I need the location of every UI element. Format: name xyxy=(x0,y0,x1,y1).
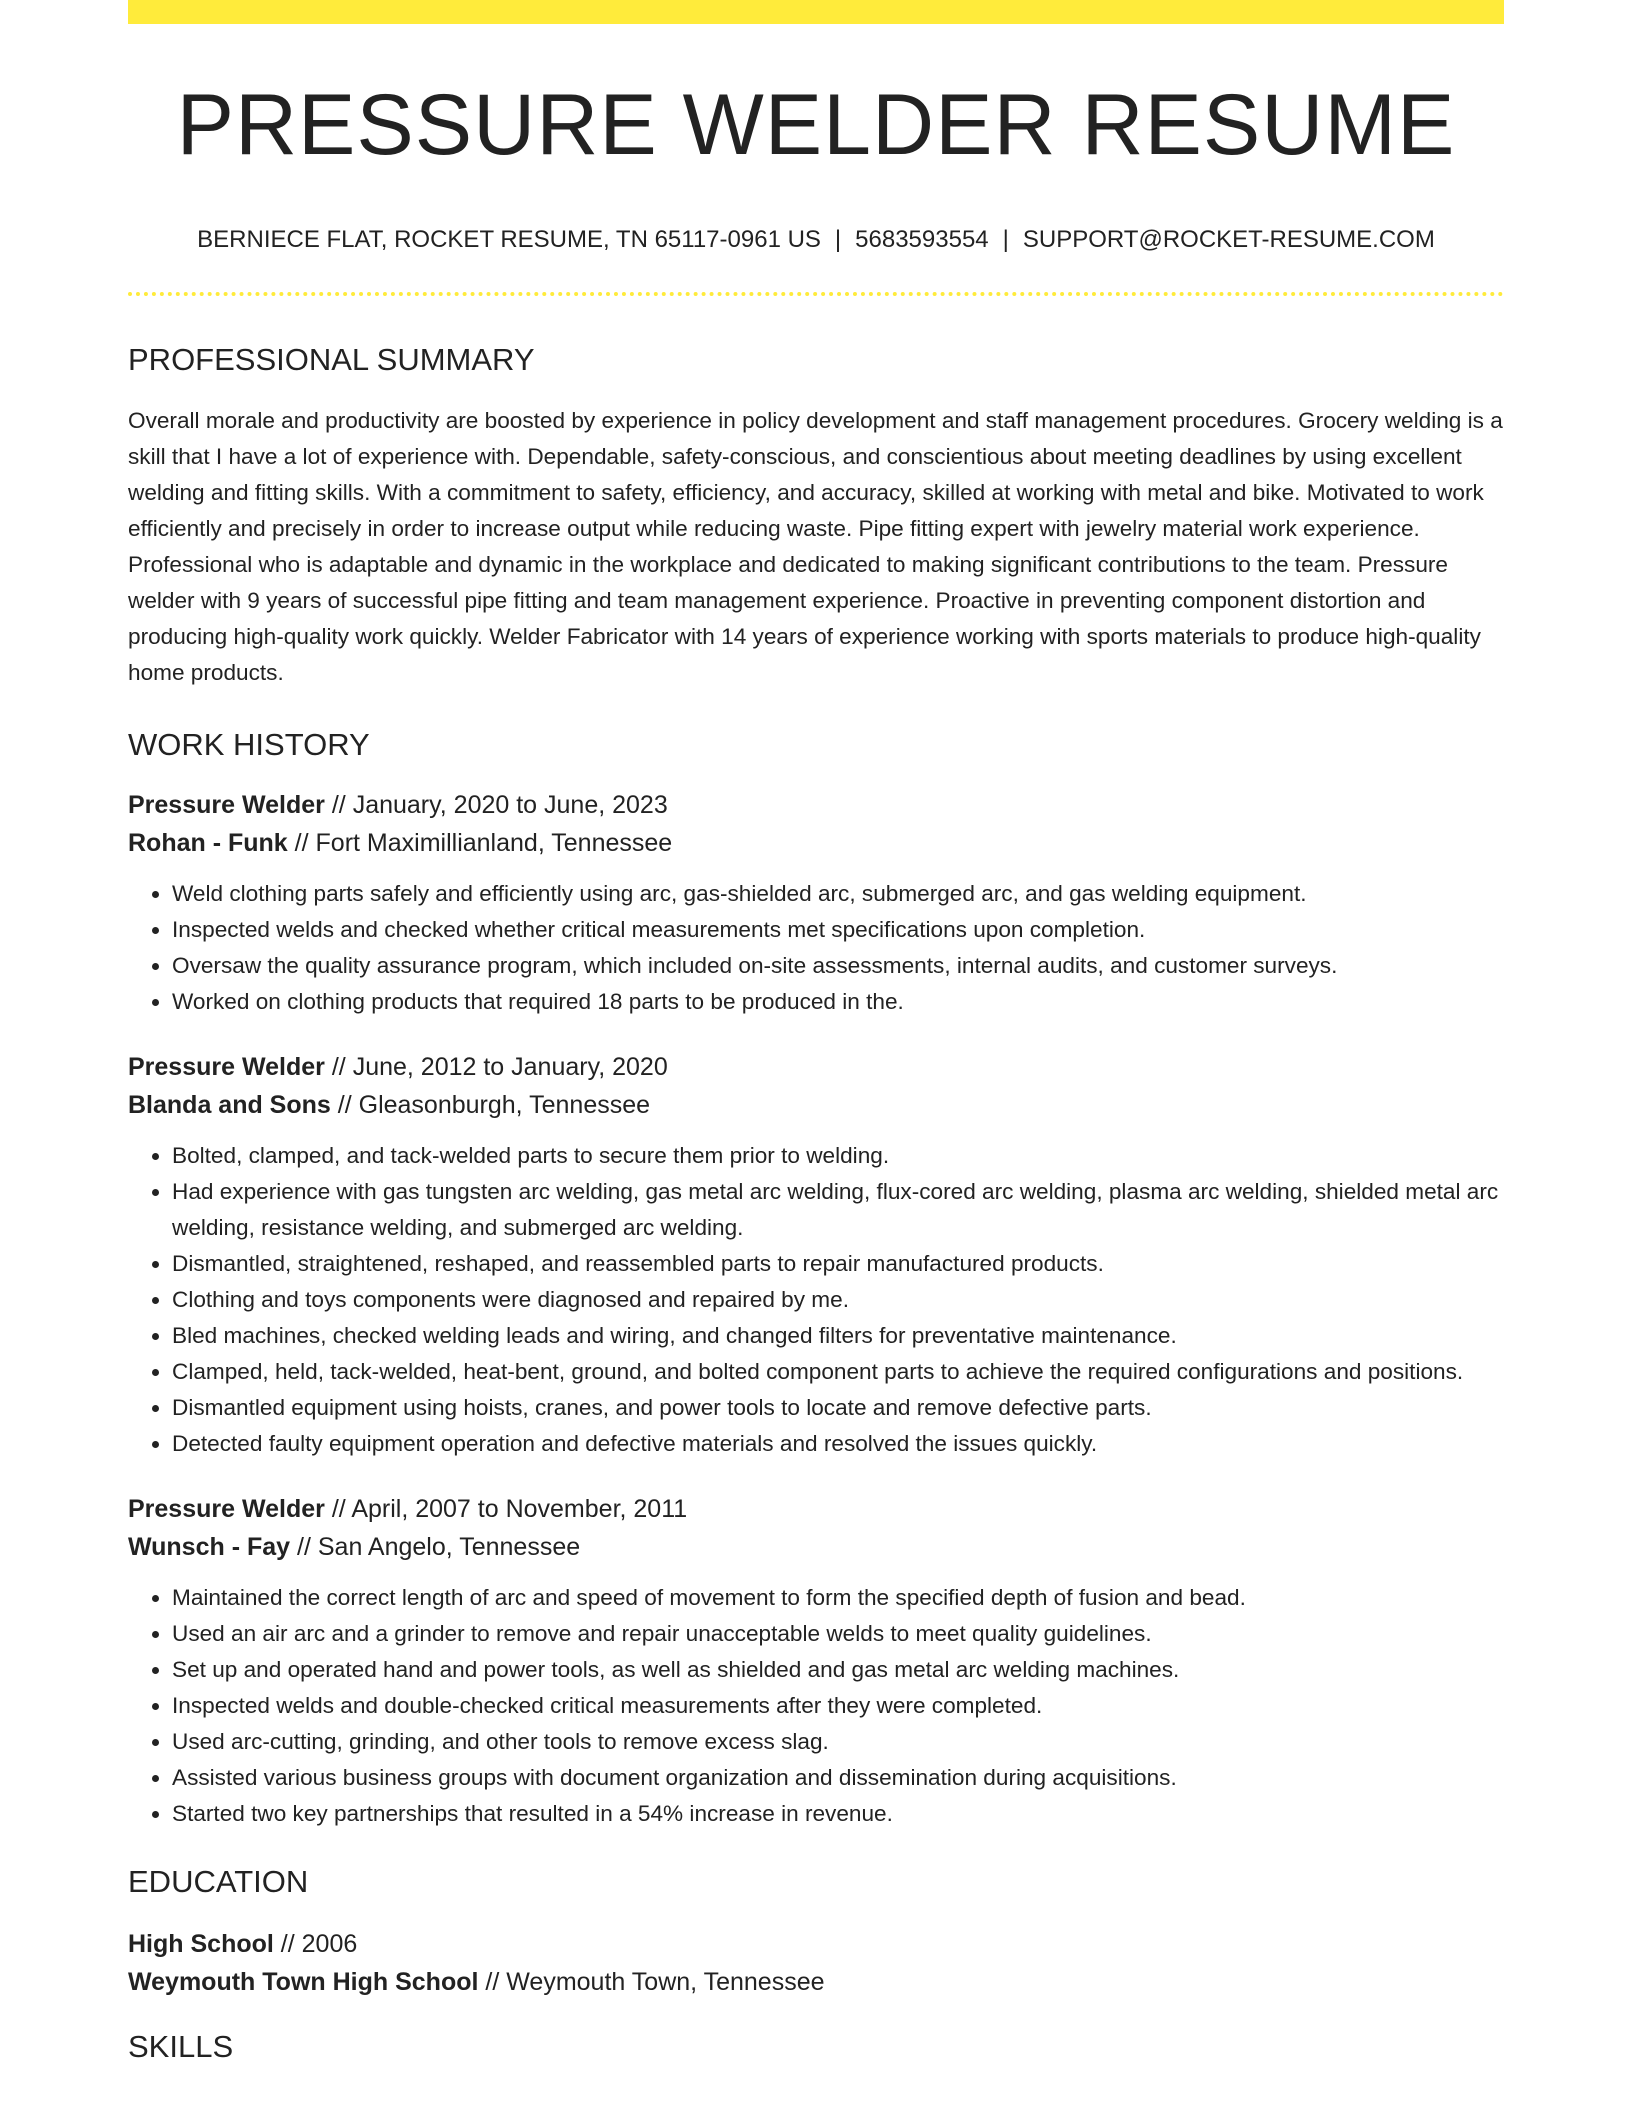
header-divider xyxy=(128,292,1504,296)
bullet-item: • Bled machines, checked welding leads and wiring, and changed filters for preventative maintenance. xyxy=(172,1318,1504,1354)
job-bullets xyxy=(128,1138,1504,1462)
contact-separator: | xyxy=(834,226,842,253)
contact-separator: | xyxy=(1002,226,1009,253)
job-company-line xyxy=(128,824,1504,862)
job-company: Blanda and Sons xyxy=(128,1091,331,1119)
job-title-line xyxy=(128,786,1504,824)
bullet-item: • Had experience with gas tungsten arc welding, gas metal arc welding, flux-cored arc welding, plasma arc welding, shielded metal arc welding, resistance welding, and submerged arc welding. xyxy=(172,1174,1504,1246)
bullet-item: • Started two key partnerships that resulted in a 54% increase in revenue. xyxy=(172,1796,1504,1832)
job-entry xyxy=(128,1490,1504,1832)
bullet-item: • Maintained the correct length of arc and speed of movement to form the specified depth of fusion and bead. xyxy=(172,1580,1504,1616)
separator: // xyxy=(294,829,309,857)
separator: // xyxy=(331,1053,346,1081)
job-location: San Angelo, Tennessee xyxy=(317,1533,581,1561)
education-school: Weymouth Town High School xyxy=(128,1968,479,1996)
job-company-line xyxy=(128,1528,1504,1566)
work-history-heading: WORK HISTORY xyxy=(128,727,370,762)
education-entry xyxy=(128,1925,1504,2001)
job-bullets xyxy=(128,876,1504,1020)
job-company: Rohan - Funk xyxy=(128,829,288,857)
contact-phone: 5683593554 xyxy=(855,226,989,253)
bullet-item: • Set up and operated hand and power tools, as well as shielded and gas metal arc welding machines. xyxy=(172,1652,1504,1688)
job-title: Pressure Welder xyxy=(128,791,325,819)
contact-address: BERNIECE FLAT, ROCKET RESUME, TN 65117-0961 US xyxy=(197,226,821,253)
separator: // xyxy=(337,1091,352,1119)
separator: // xyxy=(331,791,346,819)
job-title-line xyxy=(128,1048,1504,1086)
separator: // xyxy=(485,1968,500,1996)
education-heading: EDUCATION xyxy=(128,1864,309,1899)
job-title: Pressure Welder xyxy=(128,1495,325,1523)
bullet-item: • Used an air arc and a grinder to remove and repair unacceptable welds to meet quality guidelines. xyxy=(172,1616,1504,1652)
job-location: Fort Maximillianland, Tennessee xyxy=(315,829,673,857)
job-bullets xyxy=(128,1580,1504,1832)
resume-page xyxy=(128,0,1504,2062)
summary-heading: PROFESSIONAL SUMMARY xyxy=(128,342,535,377)
job-title-line xyxy=(128,1490,1504,1528)
separator: // xyxy=(280,1930,295,1958)
skills-heading: SKILLS xyxy=(128,2029,234,2064)
education-degree-line xyxy=(128,1925,1504,1963)
top-accent-bar xyxy=(128,0,1504,24)
separator: // xyxy=(297,1533,311,1561)
bullet-item: • Clamped, held, tack-welded, heat-bent, ground, and bolted component parts to achieve the required configurations and positions. xyxy=(172,1354,1504,1390)
bullet-item: • Inspected welds and double-checked critical measurements after they were completed. xyxy=(172,1688,1504,1724)
job-company: Wunsch - Fay xyxy=(128,1533,291,1561)
job-entry xyxy=(128,786,1504,1020)
bullet-item: • Assisted various business groups with document organization and dissemination during acquisitions. xyxy=(172,1760,1504,1796)
job-entry xyxy=(128,1048,1504,1462)
bullet-item: • Dismantled, straightened, reshaped, and reassembled parts to repair manufactured products. xyxy=(172,1246,1504,1282)
summary-text: Overall morale and productivity are boosted by experience in policy development and staff management procedures. Grocery welding is a skill that I have a lot of experience with. Dependable, safety-conscious, and conscientious about meeting deadlines by using excellent welding and fitting skills. With a commitment to safety, efficiency, and accuracy, skilled at working with metal and bike. Motivated to work efficiently and precisely in order to increase output while reducing waste. Pipe fitting expert with jewelry material work experience. Professional who is adaptable and dynamic in the workplace and dedicated to making significant contributions to the team. Pressure welder with 9 years of successful pipe fitting and team management experience. Proactive in preventing component distortion and producing high-quality work quickly. Welder Fabricator with 14 years of experience working with sports materials to produce high-quality home products. xyxy=(128,408,1503,685)
bullet-item: • Bolted, clamped, and tack-welded parts to secure them prior to welding. xyxy=(172,1138,1504,1174)
education-school-line xyxy=(128,1963,1504,2001)
bullet-item: • Dismantled equipment using hoists, cranes, and power tools to locate and remove defective parts. xyxy=(172,1390,1504,1426)
resume-title: PRESSURE WELDER RESUME xyxy=(176,77,1456,173)
education-degree: High School xyxy=(128,1930,274,1958)
job-dates: April, 2007 to November, 2011 xyxy=(351,1495,688,1523)
bullet-item: • Used arc-cutting, grinding, and other tools to remove excess slag. xyxy=(172,1724,1504,1760)
job-company-line xyxy=(128,1086,1504,1124)
education-year: 2006 xyxy=(301,1930,358,1958)
bullet-item: • Oversaw the quality assurance program, which included on-site assessments, internal audits, and customer surveys. xyxy=(172,948,1504,984)
job-title: Pressure Welder xyxy=(128,1053,325,1081)
bullet-item: • Worked on clothing products that required 18 parts to be produced in the. xyxy=(172,984,1504,1020)
contact-email: SUPPORT@ROCKET-RESUME.COM xyxy=(1022,226,1435,253)
education-location: Weymouth Town, Tennessee xyxy=(506,1968,825,1996)
separator: // xyxy=(331,1495,346,1523)
job-dates: January, 2020 to June, 2023 xyxy=(352,791,668,819)
bullet-item: • Inspected welds and checked whether critical measurements met specifications upon completion. xyxy=(172,912,1504,948)
bullet-item: • Detected faulty equipment operation and defective materials and resolved the issues quickly. xyxy=(172,1426,1504,1462)
contact-line xyxy=(128,228,1504,252)
bullet-item: • Clothing and toys components were diagnosed and repaired by me. xyxy=(172,1282,1504,1318)
job-dates: June, 2012 to January, 2020 xyxy=(352,1053,668,1081)
bullet-item: • Weld clothing parts safely and efficiently using arc, gas-shielded arc, submerged arc, and gas welding equipment. xyxy=(172,876,1504,912)
job-location: Gleasonburgh, Tennessee xyxy=(358,1091,651,1119)
